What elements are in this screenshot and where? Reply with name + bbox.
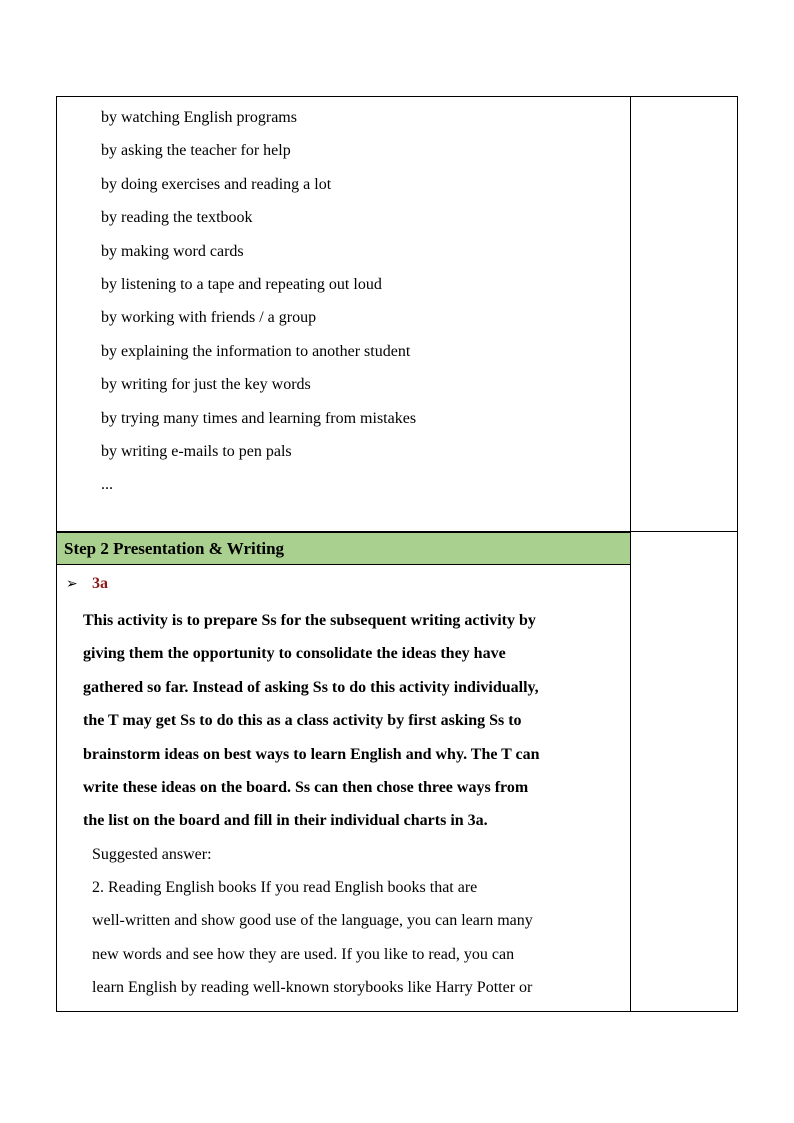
list-item: by doing exercises and reading a lot (101, 175, 332, 193)
lesson-plan-table (56, 96, 738, 1012)
description-line: brainstorm ideas on best ways to learn English and why. The T can (83, 745, 540, 763)
description-line: gathered so far. Instead of asking Ss to do this activity individually, (83, 678, 539, 696)
column-divider (630, 97, 631, 1011)
list-item: by watching English programs (101, 109, 297, 126)
subsection-heading (66, 575, 108, 593)
list-item: by listening to a tape and repeating out loud (101, 275, 382, 293)
learning-methods-list (101, 106, 416, 507)
description-line: the T may get Ss to do this as a class activity by first asking Ss to (83, 712, 522, 730)
description-line: write these ideas on the board. Ss can then chose three ways from (83, 779, 529, 797)
step-header-title: Step 2 Presentation & Writing (64, 539, 285, 558)
description-line: This activity is to prepare Ss for the subsequent writing activity by (83, 612, 536, 629)
list-item: by reading the textbook (101, 209, 253, 227)
list-item: by working with friends / a group (101, 309, 317, 327)
answer-line: new words and see how they are used. If you like to read, you can (92, 945, 515, 963)
list-item: by writing e-mails to pen pals (101, 442, 292, 460)
list-item: by asking the teacher for help (101, 142, 291, 160)
list-item: by making word cards (101, 242, 244, 260)
description-line: giving them the opportunity to consolidate the ideas they have (83, 645, 506, 663)
list-item: by writing for just the key words (101, 376, 311, 394)
description-line: the list on the board and fill in their individual charts in 3a. (83, 812, 488, 830)
answer-line: 2. Reading English books If you read English books that are (92, 879, 478, 897)
answer-line: well-written and show good use of the language, you can learn many (92, 912, 533, 930)
suggested-answer (92, 838, 533, 1004)
list-item: by explaining the information to another student (101, 342, 411, 360)
arrow-bullet-icon: ➢ (66, 576, 78, 592)
step-header-row (57, 532, 630, 565)
subsection-label: 3a (92, 575, 108, 592)
suggested-answer-label: Suggested answer: (92, 846, 212, 863)
list-item: by trying many times and learning from mistakes (101, 409, 417, 427)
list-item: ... (101, 476, 113, 494)
activity-description (83, 604, 540, 838)
answer-line: learn English by reading well-known storybooks like Harry Potter or (92, 978, 533, 996)
